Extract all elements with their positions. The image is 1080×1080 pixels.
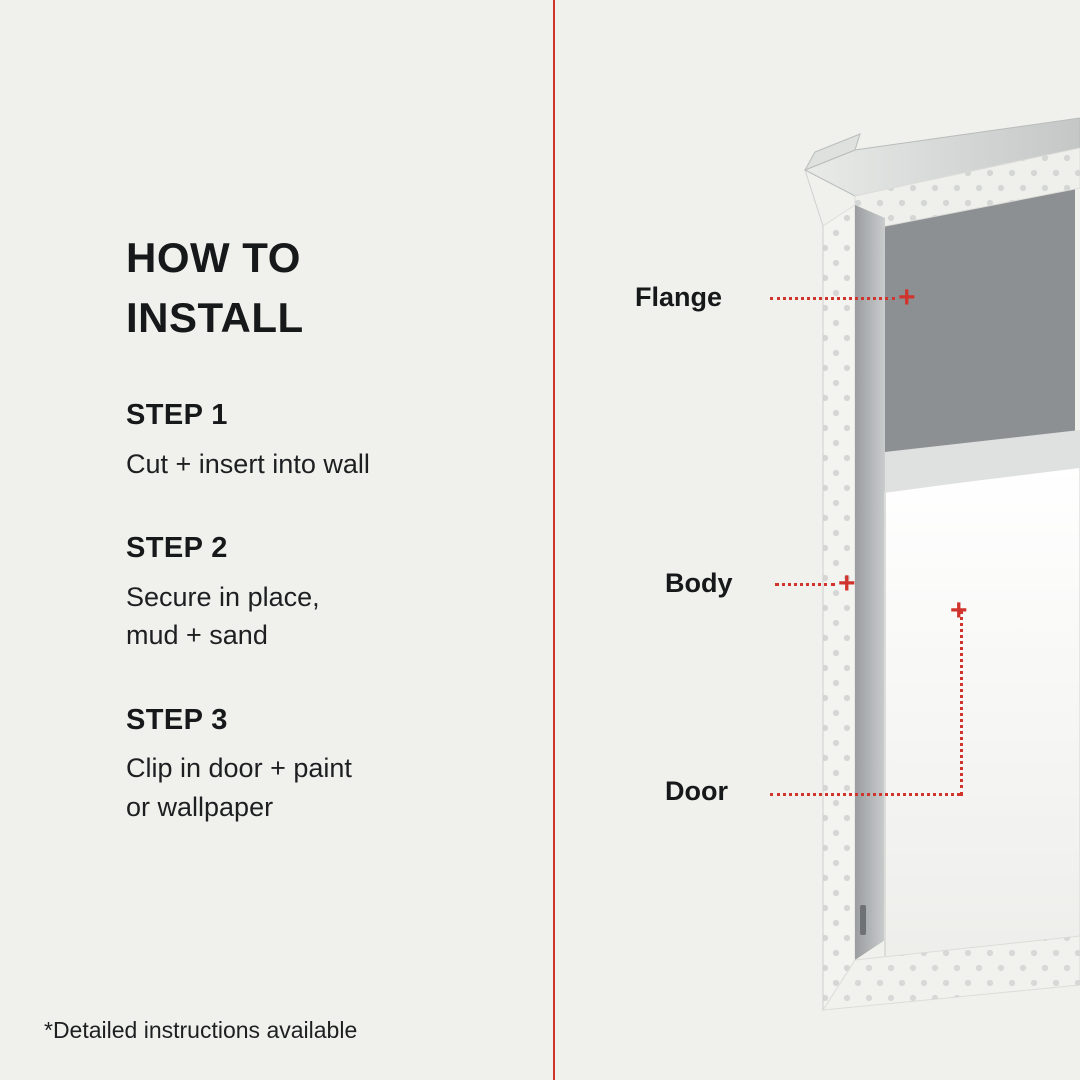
- step-1-description: Cut + insert into wall: [126, 448, 370, 479]
- list-item: [126, 398, 526, 483]
- callout-marker-flange: +: [898, 281, 916, 314]
- footnote: *Detailed instructions available: [44, 1017, 358, 1043]
- step-3-description: Clip in door + paint or wallpaper: [126, 753, 352, 822]
- step-1-title: STEP 1: [126, 399, 228, 431]
- panel-outline: [805, 170, 823, 1010]
- door-panel: [885, 466, 1080, 978]
- product-diagram-panel: [555, 0, 1080, 1080]
- leader-line-body: [775, 583, 835, 586]
- callout-marker-door: +: [950, 594, 968, 627]
- page-title-line-1: HOW TO: [126, 234, 301, 281]
- list-item: [126, 703, 526, 826]
- body-side-face: [855, 205, 885, 960]
- callout-marker-body: +: [838, 567, 856, 600]
- step-2-title: STEP 2: [126, 532, 228, 565]
- leader-line-door: [770, 793, 960, 796]
- step-3-title: STEP 3: [126, 703, 228, 736]
- page-title: [126, 228, 506, 347]
- callout-label-flange: Flange: [635, 282, 723, 312]
- step-2-description: Secure in place, mud + sand: [126, 581, 320, 651]
- callout-label-body: Body: [665, 568, 733, 598]
- page-title-line-2: INSTALL: [126, 293, 304, 341]
- list-item: [126, 531, 526, 654]
- access-panel-illustration: [555, 0, 1080, 1080]
- steps-list: [126, 398, 526, 826]
- leader-line-door-vertical: [960, 610, 963, 796]
- callout-label-door: Door: [665, 776, 728, 806]
- latch-detail: [860, 905, 866, 935]
- flange-perforations-left: [823, 205, 855, 1010]
- leader-line-flange: [770, 297, 895, 300]
